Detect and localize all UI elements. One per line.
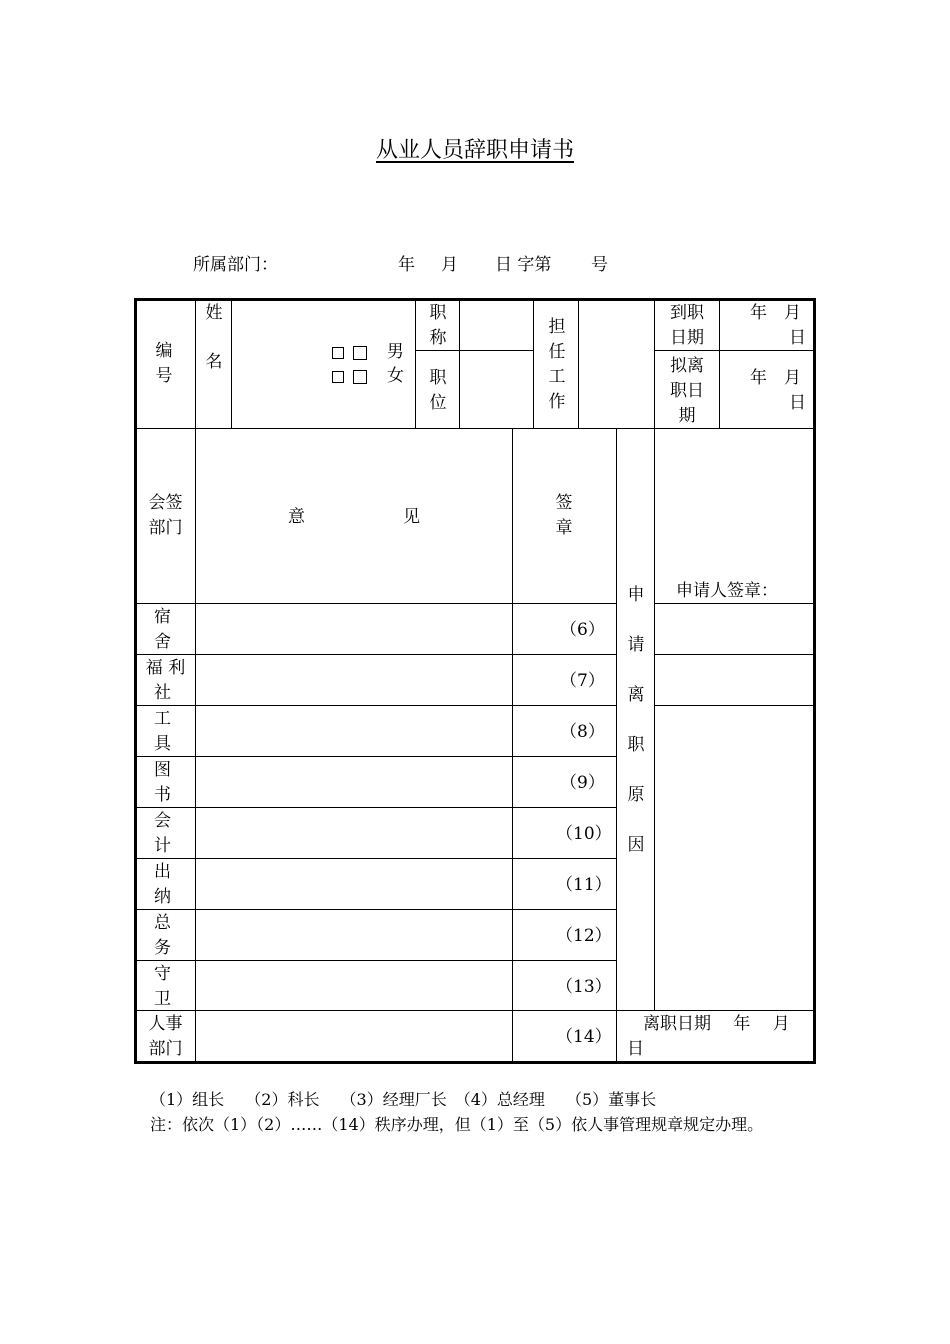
dept-sign-label-1: 会签 [148,493,183,513]
row-seq: （9） [560,773,605,793]
row-dept-label: 部门 [148,1039,183,1059]
title-label-2: 称 [429,328,447,348]
row-dept-label: 工 [154,709,171,729]
reason-label-6: 因 [627,835,645,855]
grid-line [654,654,814,655]
female-label: 女 [386,366,404,386]
leave-plan-ym: 年 月 [750,368,801,388]
leave-date-label: 离职日期 年 月 [643,1014,790,1034]
header-day-prefix: 日 字第 [495,255,552,275]
grid-line [459,300,460,429]
row-seq: （7） [560,671,605,691]
row-dept-label: 出 [154,862,171,882]
row-dept-label: 纳 [154,887,171,907]
seal-label-1: 签 [555,493,573,513]
grid-line [719,300,720,429]
row-dept-label: 舍 [154,632,171,652]
row-dept-label: 务 [154,938,171,958]
row-seq: （12） [556,926,612,946]
grid-line [616,429,617,1062]
grid-line [136,909,616,910]
male-checkbox[interactable] [353,346,367,360]
male-label: 男 [386,342,404,362]
id-label-2: 号 [155,366,173,386]
duty-label-3: 工 [548,367,566,387]
position-label-1: 职 [429,368,447,388]
grid-line [415,300,416,429]
female-checkbox[interactable] [353,370,367,384]
id-label-1: 编 [155,341,173,361]
page-title: 从业人员辞职申请书 [375,138,574,163]
leave-plan-label-1: 拟离 [670,356,704,376]
approval-levels-note: （1）组长 （2）科长 （3）经理厂长 （4）总经理 （5）董事长 [150,1090,657,1109]
grid-line [231,300,232,429]
row-seq: （11） [556,875,612,895]
name-label-2: 名 [205,352,223,372]
header-year: 年 [398,255,415,275]
dept-label: 所属部门： [193,255,278,275]
grid-line [136,1010,814,1011]
reason-label-2: 请 [627,635,645,655]
leave-date-day: 日 [627,1039,644,1059]
position-label-2: 位 [429,393,447,413]
table-border-right [813,298,816,1064]
row-dept-label: 计 [154,836,171,856]
grid-line [195,300,196,429]
join-date-label-1: 到职 [670,303,704,323]
opinion-label: 意 [288,507,305,527]
grid-line [578,300,579,429]
dept-sign-label-2: 部门 [148,518,183,538]
row-dept-label: 会 [154,811,171,831]
row-seq: （10） [556,824,612,844]
grid-line [195,429,196,1062]
grid-line [533,300,534,429]
reason-label-1: 申 [627,585,645,605]
reason-label-3: 离 [627,685,645,705]
row-seq: （13） [556,977,612,997]
join-date-label-2: 日期 [670,328,704,348]
row-seq: （14） [556,1027,612,1047]
grid-line [512,429,513,1062]
procedure-note: 注：依次（1）（2）……（14）秩序办理，但（1）至（5）依人事管理规章规定办理。 [150,1115,764,1134]
grid-line [654,429,655,1011]
row-dept-label: 守 [154,964,171,984]
duty-label-2: 任 [548,342,566,362]
row-dept-label: 具 [154,734,171,754]
grid-line [136,858,616,859]
grid-line [136,603,616,604]
title-label-1: 职 [429,303,447,323]
gender-female-option[interactable] [332,364,404,389]
header-month: 月 [441,255,458,275]
row-seq: （6） [560,620,605,640]
join-date-ym: 年 月 [750,303,801,323]
leave-plan-d: 日 [789,393,806,413]
leave-plan-label-3: 期 [678,406,696,426]
row-dept-label: 社 [154,683,171,703]
row-dept-label: 宿 [154,607,171,627]
applicant-sign-label: 申请人签章： [676,581,778,601]
row-dept-label: 书 [154,785,171,805]
grid-line [136,705,616,706]
header-number-suffix: 号 [591,255,608,275]
name-label-1: 姓 [205,303,223,323]
row-dept-label: 福 利 [145,658,186,678]
reason-label-5: 原 [627,785,645,805]
opinion-label-2: 见 [403,507,420,527]
grid-line [654,705,814,706]
grid-line [136,756,616,757]
seal-label-2: 章 [555,518,573,538]
duty-label-1: 担 [548,317,566,337]
female-checkbox-small[interactable] [332,371,344,383]
row-dept-label: 人事 [148,1014,183,1034]
row-dept-label: 图 [154,760,171,780]
grid-line [136,960,616,961]
table-border-bottom [134,1061,816,1064]
row-dept-label: 卫 [154,989,171,1009]
row-seq: （8） [560,722,605,742]
male-checkbox-small[interactable] [332,347,344,359]
row-dept-label: 总 [154,913,171,933]
grid-line [136,807,616,808]
duty-label-4: 作 [548,392,566,412]
grid-line [654,300,655,429]
reason-label-4: 职 [627,735,645,755]
join-date-d: 日 [789,328,806,348]
leave-plan-label-2: 职日 [670,381,704,401]
gender-male-option[interactable] [332,340,404,365]
grid-line [136,654,616,655]
